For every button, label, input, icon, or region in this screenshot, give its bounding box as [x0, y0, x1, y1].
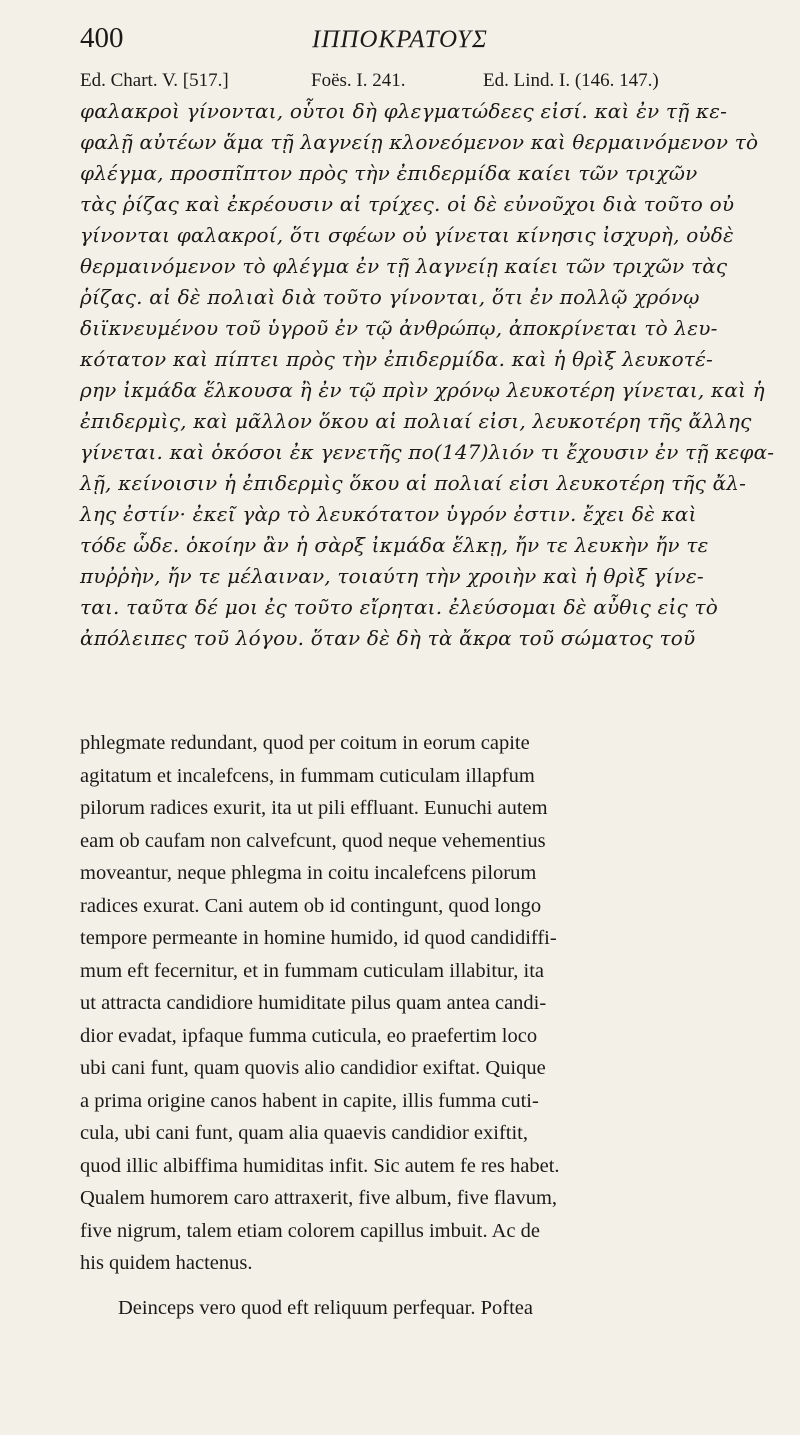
- latin-line: moveantur, neque phlegma in coitu incalefcens pilorum: [80, 862, 537, 884]
- greek-line: γίνονται φαλακροί, ὅτι σφέων οὐ γίνεται κίνησις ἰσχυρὴ, οὐδὲ: [80, 223, 734, 247]
- greek-line: φαλῇ αὐτέων ἅμα τῇ λαγνείῃ κλονεόμενον καὶ θερμαινόμενον τὸ: [80, 130, 759, 154]
- edition-foes-ref: Foës. I. 241.: [311, 70, 406, 91]
- latin-line: a prima origine canos habent in capite, illis fumma cuti-: [80, 1089, 539, 1112]
- greek-line: ἀπόλειπες τοῦ λόγου. ὅταν δὲ δὴ τὰ ἄκρα τοῦ σώματος τοῦ: [80, 626, 696, 650]
- greek-line: φαλακροὶ γίνονται, οὗτοι δὴ φλεγματώδεες εἰσί. καὶ ἐν τῇ κε-: [80, 99, 728, 123]
- greek-line: ἐπιδερμὶς, καὶ μᾶλλον ὅκου αἱ πολιαί εἰσι, λευκοτέρη τῆς ἄλλης: [80, 409, 752, 433]
- latin-paragraph-start: Deinceps vero quod eft reliquum perfequar. Poftea: [118, 1296, 533, 1319]
- greek-line: ῥίζας. αἱ δὲ πολιαὶ διὰ τοῦτο γίνονται, ὅτι ἐν πολλῷ χρόνῳ: [80, 285, 700, 309]
- greek-line: θερμαινόμενον τὸ φλέγμα ἐν τῇ λαγνείῃ καίει τῶν τριχῶν τὰς: [80, 254, 728, 278]
- greek-line: λῇ, κείνοισιν ἡ ἐπιδερμὶς ὅκου αἱ πολιαί εἰσι λευκοτέρη τῆς ἄλ-: [80, 471, 747, 495]
- greek-line: κότατον καὶ πίπτει πρὸς τὴν ἐπιδερμίδα. καὶ ἡ θρὶξ λευκοτέ-: [80, 347, 713, 371]
- greek-line: γίνεται. καὶ ὁκόσοι ἐκ γενετῆς πο(147)λιόν τι ἔχουσιν ἐν τῇ κεφα-: [80, 440, 775, 464]
- edition-chart-ref: Ed. Chart. V. [517.]: [80, 70, 229, 91]
- greek-line: ται. ταῦτα δέ μοι ἐς τοῦτο εἴρηται. ἐλεύσομαι δὲ αὖθις εἰς τὸ: [80, 595, 718, 619]
- page-number: 400: [80, 22, 124, 54]
- greek-line: τόδε ὧδε. ὁκοίην ἂν ἡ σὰρξ ἰκμάδα ἕλκῃ, ἤν τε λευκὴν ἤν τε: [80, 533, 709, 557]
- latin-line: five nigrum, talem etiam colorem capillus imbuit. Ac de: [80, 1219, 540, 1242]
- latin-line: phlegmate redundant, quod per coitum in eorum capite: [80, 732, 530, 754]
- latin-translation-block: [80, 727, 735, 1324]
- latin-line: radices exurat. Cani autem ob id contingunt, quod longo: [80, 894, 542, 917]
- latin-line: ut attracta candidiore humiditate pilus quam antea candi-: [80, 992, 547, 1014]
- running-head: [80, 22, 760, 58]
- greek-text-block: [80, 96, 775, 654]
- latin-line: mum eft fecernitur, et in fummam cuticulam illabitur, ita: [80, 959, 545, 982]
- latin-line: cula, ubi cani funt, quam alia quaevis candidior exiftit,: [80, 1122, 529, 1144]
- edition-lind-ref: Ed. Lind. I. (146. 147.): [483, 70, 659, 91]
- greek-line: ρην ἰκμάδα ἕλκουσα ἢ ἐν τῷ πρὶν χρόνῳ λευκοτέρη γίνεται, καὶ ἡ: [80, 378, 765, 402]
- greek-line: τὰς ῥίζας καὶ ἐκρέουσιν αἱ τρίχες. οἱ δὲ εὐνοῦχοι διὰ τοῦτο οὐ: [80, 192, 735, 216]
- latin-line: Qualem humorem caro attraxerit, five album, five flavum,: [80, 1187, 558, 1209]
- latin-line: pilorum radices exurit, ita ut pili effluant. Eunuchi autem: [80, 797, 548, 819]
- greek-line: φλέγμα, προσπῖπτον πρὸς τὴν ἐπιδερμίδα καίει τῶν τριχῶν: [80, 161, 698, 185]
- latin-line: quod illic albiffima humiditas infit. Sic autem fe res habet.: [80, 1154, 560, 1177]
- latin-line: his quidem hactenus.: [80, 1252, 253, 1274]
- latin-line: ubi cani funt, quam quovis alio candidior exiftat. Quique: [80, 1057, 546, 1079]
- running-title: ΙΠΠΟΚΡΑΤΟΥΣ: [312, 26, 488, 53]
- latin-line: eam ob caufam non calvefcunt, quod neque vehementius: [80, 829, 546, 852]
- greek-line: διϊκνευμένου τοῦ ὑγροῦ ἐν τῷ ἀνθρώπῳ, ἀποκρίνεται τὸ λευ-: [80, 316, 718, 340]
- greek-line: λης ἐστίν· ἐκεῖ γὰρ τὸ λευκότατον ὑγρόν ἐστιν. ἔχει δὲ καὶ: [80, 502, 697, 526]
- latin-line: dior evadat, ipfaque fumma cuticula, eo praefertim loco: [80, 1024, 538, 1047]
- latin-line: agitatum et incalefcens, in fummam cuticulam illapfum: [80, 764, 535, 787]
- latin-line: tempore permeante in homine humido, id quod candidiffi-: [80, 927, 557, 949]
- greek-line: πυῤῥὴν, ἤν τε μέλαιναν, τοιαύτη τὴν χροιὴν καὶ ἡ θρὶξ γίνε-: [80, 564, 704, 588]
